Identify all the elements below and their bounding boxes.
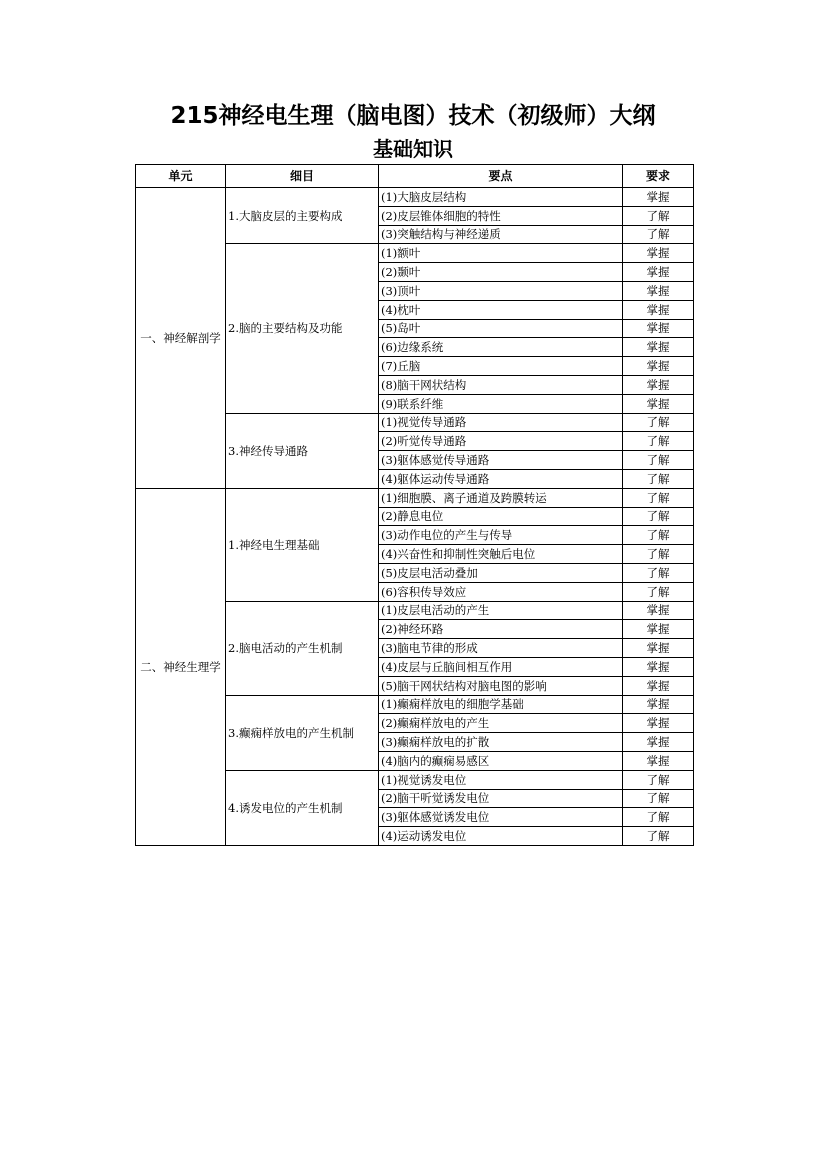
item-cell: 4.诱发电位的产生机制 — [226, 770, 379, 845]
point-cell: (4)躯体运动传导通路 — [379, 469, 623, 488]
requirement-cell: 掌握 — [623, 394, 694, 413]
requirement-cell: 掌握 — [623, 751, 694, 770]
table-body — [136, 188, 694, 846]
requirement-cell: 掌握 — [623, 300, 694, 319]
point-cell: (4)运动诱发电位 — [379, 827, 623, 846]
point-cell: (3)脑电节律的形成 — [379, 639, 623, 658]
requirement-cell: 了解 — [623, 451, 694, 470]
requirement-cell: 掌握 — [623, 244, 694, 263]
requirement-cell: 了解 — [623, 563, 694, 582]
requirement-cell: 了解 — [623, 469, 694, 488]
requirement-cell: 了解 — [623, 827, 694, 846]
table-row — [136, 488, 694, 507]
header-requirement: 要求 — [623, 165, 694, 188]
point-cell: (4)兴奋性和抑制性突触后电位 — [379, 545, 623, 564]
requirement-cell: 了解 — [623, 789, 694, 808]
point-cell: (1)细胞膜、离子通道及跨膜转运 — [379, 488, 623, 507]
point-cell: (1)大脑皮层结构 — [379, 188, 623, 207]
point-cell: (2)听觉传导通路 — [379, 432, 623, 451]
point-cell: (6)边缘系统 — [379, 338, 623, 357]
document-subtitle: 基础知识 — [373, 137, 453, 161]
point-cell: (2)静息电位 — [379, 507, 623, 526]
syllabus-table — [135, 164, 694, 846]
document-title: 215神经电生理（脑电图）技术（初级师）大纲 — [170, 103, 656, 129]
requirement-cell: 掌握 — [623, 733, 694, 752]
point-cell: (3)动作电位的产生与传导 — [379, 526, 623, 545]
requirement-cell: 掌握 — [623, 319, 694, 338]
point-cell: (2)皮层锥体细胞的特性 — [379, 206, 623, 225]
point-cell: (5)皮层电活动叠加 — [379, 563, 623, 582]
point-cell: (4)脑内的癫痫易感区 — [379, 751, 623, 770]
requirement-cell: 了解 — [623, 507, 694, 526]
item-cell: 3.神经传导通路 — [226, 413, 379, 488]
point-cell: (3)顶叶 — [379, 281, 623, 300]
point-cell: (1)癫痫样放电的细胞学基础 — [379, 695, 623, 714]
point-cell: (8)脑干网状结构 — [379, 375, 623, 394]
point-cell: (3)躯体感觉诱发电位 — [379, 808, 623, 827]
requirement-cell: 了解 — [623, 206, 694, 225]
requirement-cell: 掌握 — [623, 601, 694, 620]
point-cell: (3)躯体感觉传导通路 — [379, 451, 623, 470]
header-unit: 单元 — [136, 165, 226, 188]
point-cell: (2)神经环路 — [379, 620, 623, 639]
point-cell: (2)癫痫样放电的产生 — [379, 714, 623, 733]
requirement-cell: 掌握 — [623, 695, 694, 714]
requirement-cell: 掌握 — [623, 281, 694, 300]
point-cell: (3)癫痫样放电的扩散 — [379, 733, 623, 752]
point-cell: (6)容积传导效应 — [379, 582, 623, 601]
point-cell: (4)枕叶 — [379, 300, 623, 319]
requirement-cell: 了解 — [623, 808, 694, 827]
header-item: 细目 — [226, 165, 379, 188]
requirement-cell: 掌握 — [623, 338, 694, 357]
requirement-cell: 掌握 — [623, 657, 694, 676]
item-cell: 2.脑的主要结构及功能 — [226, 244, 379, 413]
requirement-cell: 掌握 — [623, 357, 694, 376]
point-cell: (5)岛叶 — [379, 319, 623, 338]
requirement-cell: 了解 — [623, 413, 694, 432]
requirement-cell: 了解 — [623, 488, 694, 507]
requirement-cell: 掌握 — [623, 620, 694, 639]
point-cell: (5)脑干网状结构对脑电图的影响 — [379, 676, 623, 695]
requirement-cell: 掌握 — [623, 639, 694, 658]
requirement-cell: 了解 — [623, 545, 694, 564]
point-cell: (7)丘脑 — [379, 357, 623, 376]
item-cell: 1.神经电生理基础 — [226, 488, 379, 601]
item-cell: 2.脑电活动的产生机制 — [226, 601, 379, 695]
point-cell: (9)联系纤维 — [379, 394, 623, 413]
point-cell: (1)额叶 — [379, 244, 623, 263]
requirement-cell: 了解 — [623, 770, 694, 789]
requirement-cell: 掌握 — [623, 676, 694, 695]
item-cell: 1.大脑皮层的主要构成 — [226, 188, 379, 244]
unit-cell: 一、神经解剖学 — [136, 188, 226, 489]
requirement-cell: 掌握 — [623, 375, 694, 394]
item-cell: 3.癫痫样放电的产生机制 — [226, 695, 379, 770]
requirement-cell: 了解 — [623, 582, 694, 601]
unit-cell: 二、神经生理学 — [136, 488, 226, 845]
point-cell: (1)皮层电活动的产生 — [379, 601, 623, 620]
requirement-cell: 了解 — [623, 432, 694, 451]
requirement-cell: 掌握 — [623, 263, 694, 282]
requirement-cell: 掌握 — [623, 188, 694, 207]
table-row — [136, 188, 694, 207]
point-cell: (1)视觉诱发电位 — [379, 770, 623, 789]
header-point: 要点 — [379, 165, 623, 188]
requirement-cell: 了解 — [623, 225, 694, 244]
point-cell: (3)突触结构与神经递质 — [379, 225, 623, 244]
point-cell: (4)皮层与丘脑间相互作用 — [379, 657, 623, 676]
point-cell: (1)视觉传导通路 — [379, 413, 623, 432]
table-header-row — [136, 165, 694, 188]
requirement-cell: 了解 — [623, 526, 694, 545]
point-cell: (2)脑干听觉诱发电位 — [379, 789, 623, 808]
requirement-cell: 掌握 — [623, 714, 694, 733]
point-cell: (2)颞叶 — [379, 263, 623, 282]
